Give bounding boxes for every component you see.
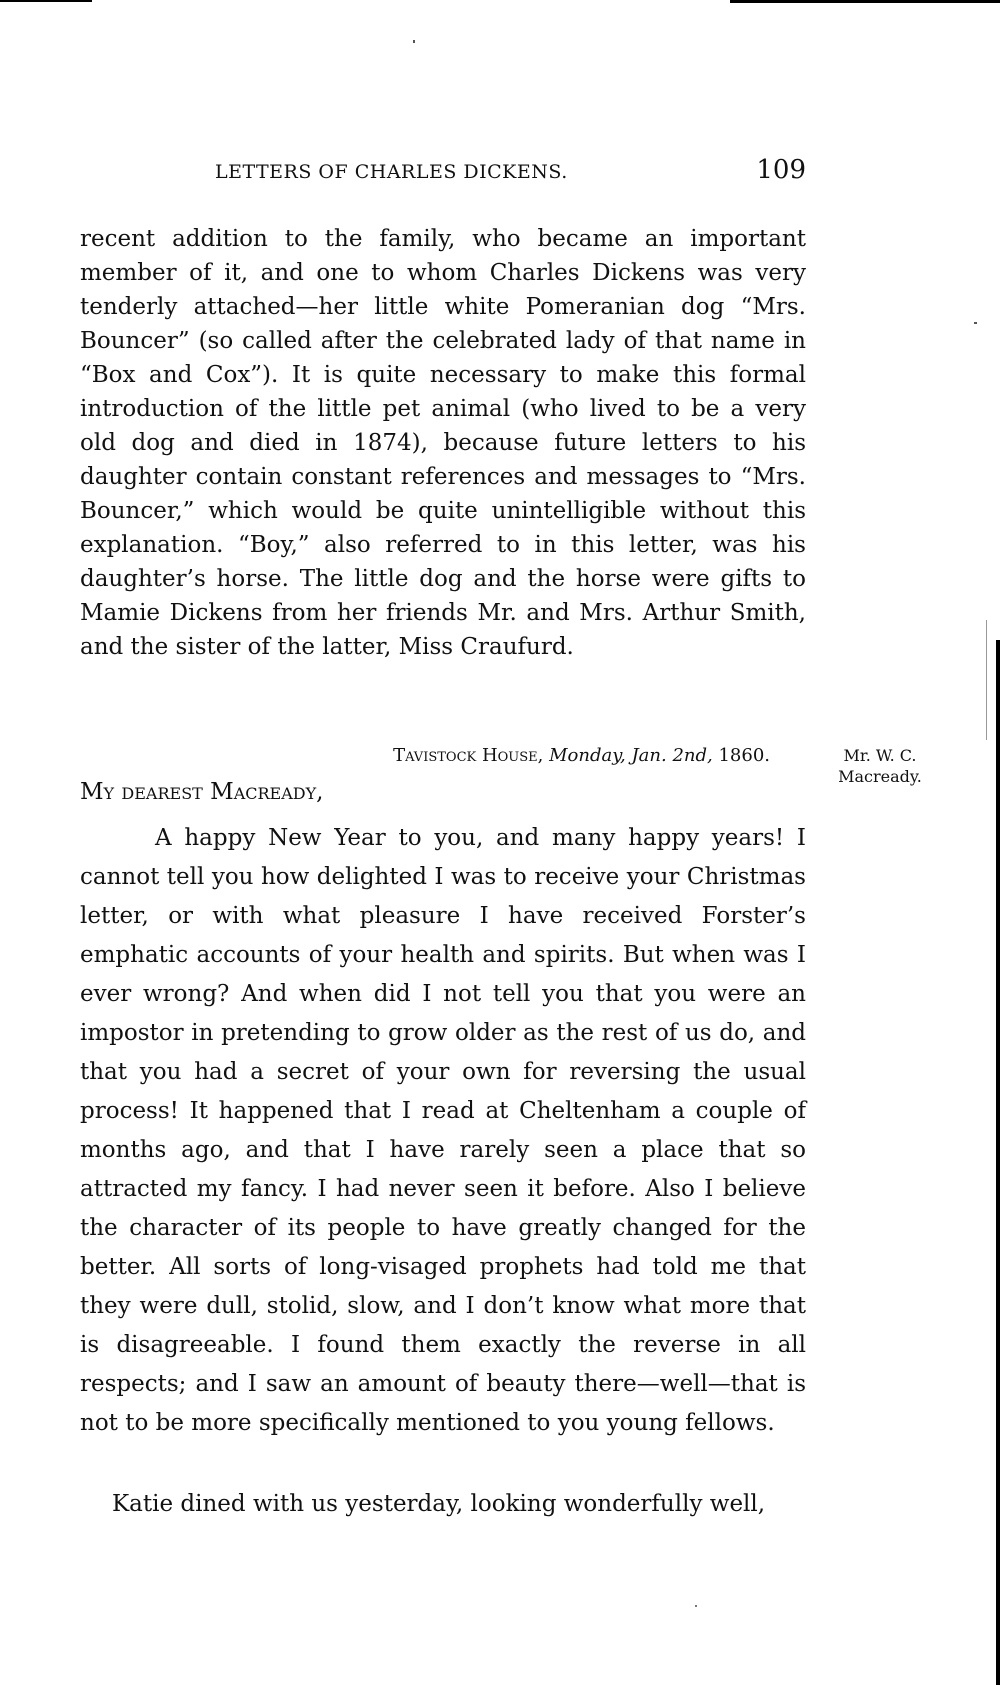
dateline-year: 1860. (718, 745, 770, 766)
recipient-note-line1: Mr. W. C. (843, 746, 917, 765)
print-speck (974, 322, 977, 324)
letter-dateline (355, 745, 770, 766)
recipient-note-line2: Macready. (838, 767, 922, 786)
page-edge-shadow (996, 640, 1000, 1685)
print-speck (413, 40, 415, 43)
dateline-day: Monday, Jan. 2nd, (549, 745, 713, 766)
dateline-place: Tavistock House, (393, 745, 544, 766)
top-right-rule (730, 0, 1000, 3)
page-edge-line (986, 620, 987, 740)
page-number: 109 (756, 155, 806, 185)
letter-paragraph-1: A happy New Year to you, and many happy years! I cannot tell you how delighted I was to receive your Christmas letter, or with what pleasure I have received Forster’s emphatic accounts of your health and spirits. But when was I ever wrong? And when did I not tell you that you were an impostor in pretending to grow older as the rest of us do, and that you had a secret of your own for reversing the usual process! It happened that I read at Cheltenham a couple of months ago, and that I have rarely seen a place that so attracted my fancy. I had never seen it before. Also I believe the character of its people to have greatly changed for the better. All sorts of long-visaged prophets had told me that they were dull, stolid, slow, and I don’t know what more that is disagreeable. I found them exactly the reverse in all respects; and I saw an amount of beauty there—well—that is not to be more specifically mentioned to you young fellows. (80, 825, 806, 1436)
letter-salutation: My dearest Macready, (80, 779, 324, 805)
running-head (80, 155, 806, 195)
letter-paragraph-2: Katie dined with us yesterday, looking wonderfully well, (112, 1491, 766, 1517)
top-left-rule (0, 0, 92, 2)
intro-paragraph: recent addition to the family, who became an important member of it, and one to whom Charles Dickens was very tenderly attached—her little white Pomeranian dog “Mrs. Bouncer” (so called after the celebrated lady of that name in “Box and Cox”). It is quite necessary to make this formal introduction of the little pet animal (who lived to be a very old dog and died in 1874), because future letters to his daughter contain constant references and messages to “Mrs. Bouncer,” which would be quite unintelligible without this explanation. “Boy,” also referred to in this letter, was his daughter’s horse. The little dog and the horse were gifts to Mamie Dickens from her friends Mr. and Mrs. Arthur Smith, and the sister of the latter, Miss Craufurd. (80, 226, 806, 660)
running-title: LETTERS OF CHARLES DICKENS. (215, 161, 568, 183)
recipient-margin-note (820, 745, 940, 787)
print-speck (695, 1605, 697, 1607)
